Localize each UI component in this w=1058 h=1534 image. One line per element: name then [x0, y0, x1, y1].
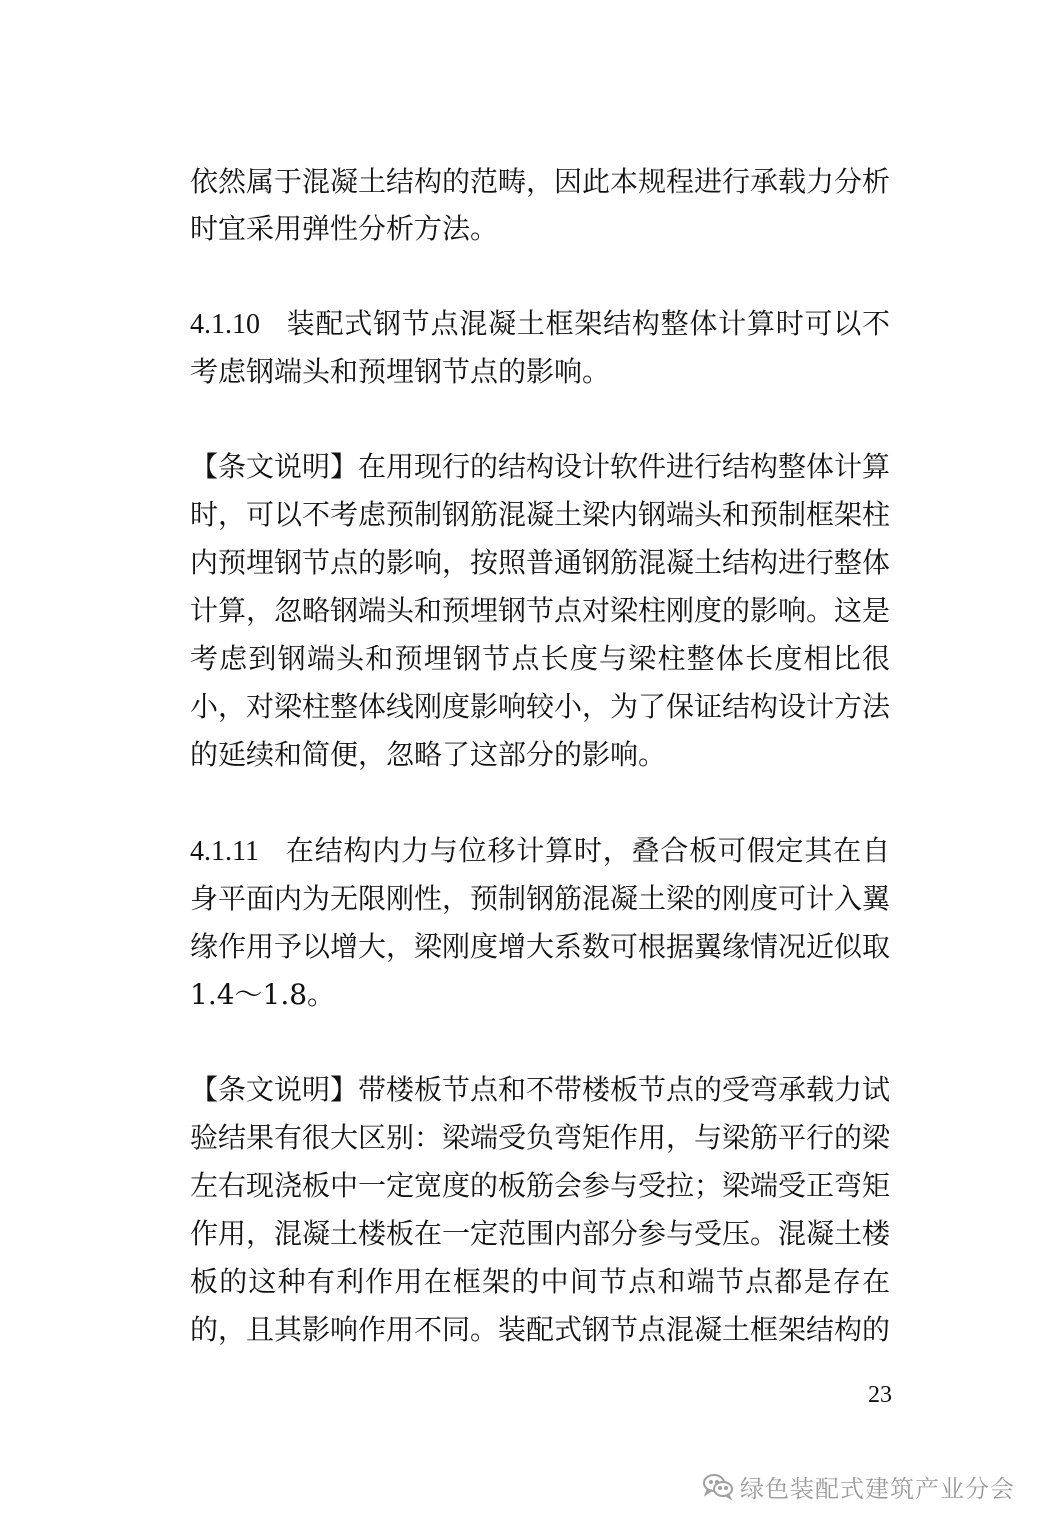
commentary-2-line-6: 的，且其影响作用不同。装配式钢节点混凝土框架结构的 [190, 1313, 891, 1346]
commentary-1-line-4: 计算，忽略钢端头和预埋钢节点对梁柱刚度的影响。这是 [190, 594, 891, 627]
watermark [702, 1466, 1015, 1506]
commentary-2-line-3: 左右现浇板中一定宽度的板筋会参与受拉；梁端受正弯矩 [190, 1169, 891, 1202]
page-number: 23 [868, 1382, 892, 1408]
commentary-2-line-1: 【条文说明】带楼板节点和不带楼板节点的受弯承载力试 [190, 1073, 891, 1106]
clause-4-1-10-line-1 [190, 300, 890, 348]
clause-4-1-11-line-1 [190, 827, 890, 875]
commentary-1-line-2: 时，可以不考虑预制钢筋混凝土梁内钢端头和预制框架柱 [190, 498, 891, 531]
wechat-icon [702, 1472, 734, 1500]
clause-4-1-11-line-2: 身平面内为无限刚性，预制钢筋混凝土梁的刚度可计入翼 [190, 882, 891, 915]
clause-number: 4.1.10 [190, 309, 260, 340]
paragraph-1-line-1: 依然属于混凝土结构的范畴，因此本规程进行承载力分析 [190, 165, 891, 198]
commentary-1-line-6: 小，对梁柱整体线刚度影响较小，为了保证结构设计方法 [190, 690, 891, 723]
clause-text: 在结构内力与位移计算时，叠合板可假定其在自 [284, 834, 890, 867]
commentary-1-line-5: 考虑到钢端头和预埋钢节点长度与梁柱整体长度相比很 [190, 642, 890, 675]
commentary-1-line-7: 的延续和简便，忽略了这部分的影响。 [190, 738, 667, 771]
clause-4-1-10-line-2: 考虑钢端头和预埋钢节点的影响。 [190, 355, 611, 388]
clause-number: 4.1.11 [190, 836, 259, 867]
commentary-2-line-4: 作用，混凝土楼板在一定范围内部分参与受压。混凝土楼 [190, 1217, 891, 1250]
clause-4-1-11-line-4: 1.4～1.8。 [190, 978, 336, 1011]
commentary-1-line-3: 内预埋钢节点的影响，按照普通钢筋混凝土结构进行整体 [190, 546, 891, 579]
watermark-text: 绿色装配式建筑产业分会 [740, 1474, 1015, 1503]
clause-text: 装配式钢节点混凝土框架结构整体计算时可以不 [286, 307, 890, 340]
paragraph-1-line-2: 时宜采用弹性分析方法。 [190, 212, 499, 245]
commentary-2-line-2: 验结果有很大区别：梁端受负弯矩作用，与梁筋平行的梁 [190, 1121, 891, 1154]
clause-4-1-11-line-3: 缘作用予以增大，梁刚度增大系数可根据翼缘情况近似取 [190, 930, 891, 963]
commentary-1-line-1: 【条文说明】在用现行的结构设计软件进行结构整体计算 [190, 450, 891, 483]
commentary-2-line-5: 板的这种有利作用在框架的中间节点和端节点都是存在 [190, 1265, 890, 1298]
